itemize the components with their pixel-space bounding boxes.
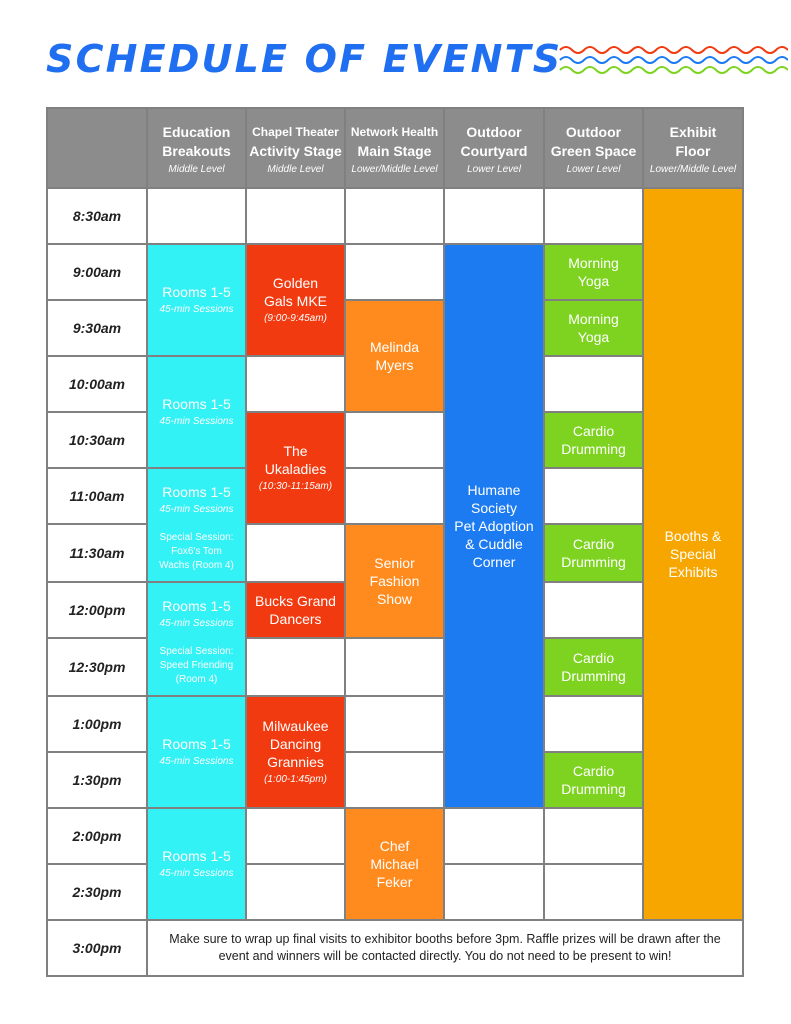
event-detail: 45-min Sessions [159, 504, 234, 515]
empty-cell [344, 637, 445, 697]
header-level: Lower Level [566, 164, 621, 175]
event-name: Rooms 1-5 [162, 396, 231, 412]
event-cardio-drumming [543, 637, 644, 697]
event-cardio-drumming [543, 751, 644, 809]
event-name: Corner [472, 554, 516, 570]
event-name: Senior [374, 555, 415, 571]
event-name: Cardio [572, 423, 615, 439]
time-slot: 10:30am [46, 411, 148, 469]
event-name: Booths & [664, 528, 722, 544]
event-rooms [146, 807, 247, 921]
header-level: Lower Level [467, 164, 521, 175]
event-name: Bucks Grand [255, 593, 336, 609]
event-name: Yoga [577, 273, 610, 289]
event-name: Drumming [561, 781, 626, 797]
header-title: Outdoor [565, 124, 622, 140]
time-slot: 9:30am [46, 299, 148, 357]
event-special-session [146, 637, 247, 697]
event-rooms [146, 243, 247, 357]
empty-cell [344, 187, 445, 245]
event-name: Pet Adoption [454, 518, 534, 534]
empty-cell [543, 863, 644, 921]
time-slot: 3:00pm [46, 919, 148, 977]
event-rooms [146, 581, 247, 639]
event-name: Yoga [577, 329, 610, 345]
event-senior-fashion-show [344, 523, 445, 639]
event-rooms [146, 467, 247, 525]
empty-cell [443, 187, 545, 245]
event-name: Melinda [369, 339, 420, 355]
event-name: Morning [568, 255, 619, 271]
event-name: Drumming [561, 554, 626, 570]
event-name: Rooms 1-5 [162, 848, 231, 864]
event-name: Rooms 1-5 [162, 284, 231, 300]
header-education-breakouts [146, 107, 247, 189]
empty-cell [344, 467, 445, 525]
empty-cell [543, 695, 644, 753]
header-title: Outdoor [466, 124, 522, 140]
event-rooms [146, 355, 247, 469]
event-name: The [283, 443, 308, 459]
header-title: Chapel Theater [252, 125, 339, 139]
event-name: Special [670, 546, 716, 562]
event-name: Golden [272, 275, 319, 291]
event-morning-yoga [543, 299, 644, 357]
event-ukaladies [245, 411, 346, 525]
time-slot: 10:00am [46, 355, 148, 413]
event-detail: Special Session: [159, 532, 234, 543]
header-network-health [344, 107, 445, 189]
time-slot: 2:00pm [46, 807, 148, 865]
event-name: Michael [370, 856, 419, 872]
time-slot: 1:30pm [46, 751, 148, 809]
header-corner [46, 107, 148, 189]
event-name: Gals MKE [263, 293, 327, 309]
empty-cell [543, 355, 644, 413]
time-slot: 11:00am [46, 467, 148, 525]
empty-cell [245, 523, 346, 583]
header-title: Education [162, 124, 231, 140]
event-detail: Fox6's Tom [171, 546, 222, 557]
event-name: Cardio [572, 650, 615, 666]
header-level: Middle Level [267, 164, 324, 175]
time-slot: 12:00pm [46, 581, 148, 639]
decorative-waves [558, 42, 788, 82]
page-title: SCHEDULE OF EVENTS [46, 37, 563, 81]
event-name: Dancers [269, 611, 322, 627]
empty-cell [543, 581, 644, 639]
event-golden-gals [245, 243, 346, 357]
event-rooms [146, 695, 247, 809]
event-time: (10:30-11:15am) [258, 481, 333, 492]
event-detail: 45-min Sessions [159, 868, 234, 879]
time-slot: 12:30pm [46, 637, 148, 697]
event-name: Rooms 1-5 [162, 598, 231, 614]
empty-cell [344, 411, 445, 469]
event-detail: Wachs (Room 4) [159, 560, 234, 571]
event-name: Humane [467, 482, 521, 498]
header-level: Lower/Middle Level [351, 164, 438, 175]
event-name: Ukaladies [264, 461, 327, 477]
header-outdoor-green-space [543, 107, 644, 189]
empty-cell [543, 187, 644, 245]
header-title: Courtyard [460, 143, 528, 159]
empty-cell [443, 807, 545, 865]
event-name: Exhibits [668, 564, 718, 580]
event-name: Grannies [267, 754, 324, 770]
event-name: Milwaukee [262, 718, 329, 734]
header-chapel-theater [245, 107, 346, 189]
header-title: Exhibit [669, 124, 717, 140]
event-cardio-drumming [543, 411, 644, 469]
event-detail: 45-min Sessions [159, 304, 234, 315]
event-name: Rooms 1-5 [162, 484, 231, 500]
event-detail: Speed Friending [159, 660, 234, 671]
event-bucks-grand-dancers [245, 581, 346, 639]
header-title: Floor [675, 143, 711, 159]
footer-note: Make sure to wrap up final visits to exhibitor booths before 3pm. Raffle prizes will be drawn after the event and winners will be contacted directly. You do not need to be present to win! [146, 919, 744, 977]
empty-cell [543, 807, 644, 865]
event-time: (1:00-1:45pm) [264, 774, 327, 785]
event-name: Chef [379, 838, 410, 854]
empty-cell [344, 243, 445, 301]
event-detail: 45-min Sessions [159, 618, 234, 629]
event-name: Cardio [572, 536, 615, 552]
event-name: & Cuddle [465, 536, 523, 552]
event-morning-yoga [543, 243, 644, 301]
empty-cell [245, 863, 346, 921]
event-special-session [146, 523, 247, 583]
event-detail: (Room 4) [175, 674, 218, 685]
event-cardio-drumming [543, 523, 644, 583]
empty-cell [344, 695, 445, 753]
event-chef-michael-feker [344, 807, 445, 921]
event-name: Drumming [561, 668, 626, 684]
header-title: Network Health [350, 125, 439, 139]
event-name: Morning [568, 311, 619, 327]
header-exhibit-floor [642, 107, 744, 189]
event-booths-special-exhibits [642, 187, 744, 921]
empty-cell [344, 751, 445, 809]
time-slot: 9:00am [46, 243, 148, 301]
event-melinda-myers [344, 299, 445, 413]
time-slot: 11:30am [46, 523, 148, 583]
event-name: Society [471, 500, 517, 516]
empty-cell [245, 807, 346, 865]
event-detail: Special Session: [159, 646, 234, 657]
event-humane-society [443, 243, 545, 809]
schedule-grid [46, 107, 744, 977]
event-detail: 45-min Sessions [159, 756, 234, 767]
empty-cell [245, 187, 346, 245]
time-slot: 1:00pm [46, 695, 148, 753]
header-title: Main Stage [357, 143, 432, 159]
event-name: Dancing [269, 736, 322, 752]
header-title: Green Space [550, 143, 637, 159]
time-slot: 2:30pm [46, 863, 148, 921]
empty-cell [146, 187, 247, 245]
header-title: Activity Stage [249, 143, 342, 159]
empty-cell [245, 355, 346, 413]
empty-cell [543, 467, 644, 525]
event-name: Myers [375, 357, 414, 373]
event-milwaukee-dancing-grannies [245, 695, 346, 809]
empty-cell [443, 863, 545, 921]
header-level: Lower/Middle Level [649, 164, 737, 175]
event-name: Cardio [572, 763, 615, 779]
header-title: Breakouts [162, 143, 231, 159]
event-name: Rooms 1-5 [162, 736, 231, 752]
time-slot: 8:30am [46, 187, 148, 245]
header-outdoor-courtyard [443, 107, 545, 189]
empty-cell [245, 637, 346, 697]
event-name: Drumming [561, 441, 626, 457]
event-time: (9:00-9:45am) [264, 313, 327, 324]
event-name: Fashion [369, 573, 420, 589]
event-name: Feker [376, 874, 413, 890]
header-level: Middle Level [168, 164, 225, 175]
event-detail: 45-min Sessions [159, 416, 234, 427]
event-name: Show [376, 591, 413, 607]
